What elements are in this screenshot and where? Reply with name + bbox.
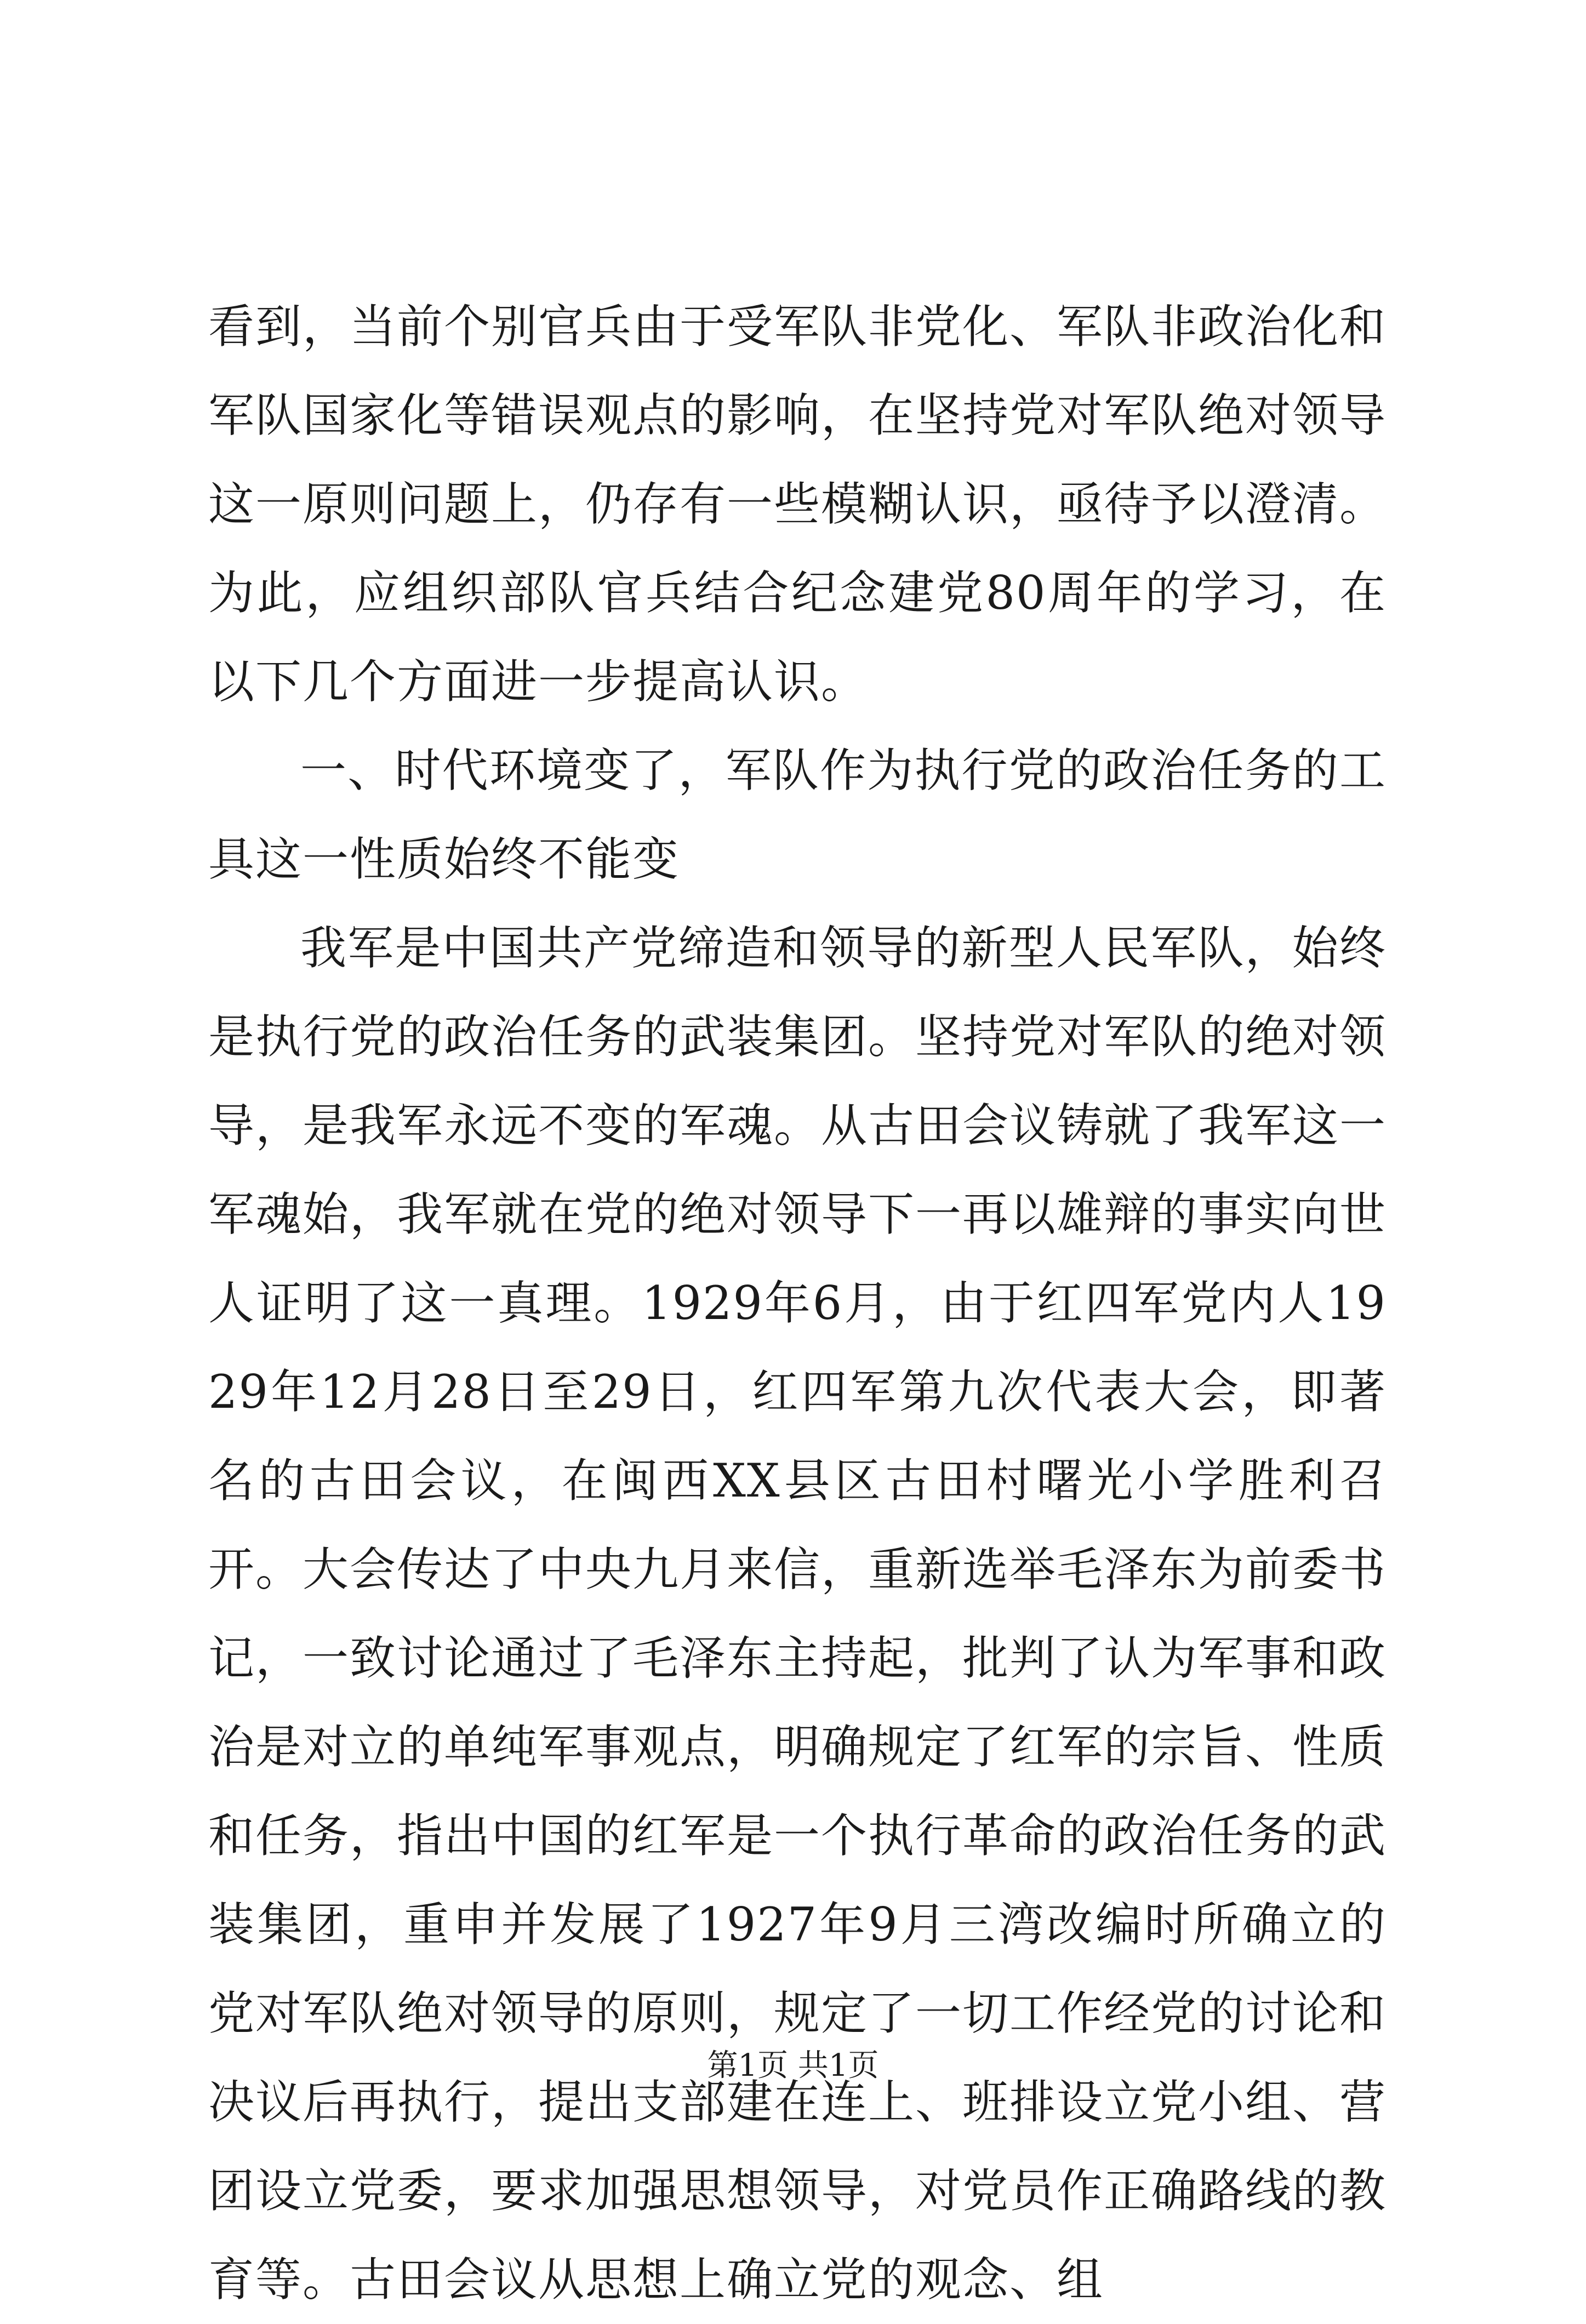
paragraph-continued: 看到，当前个别官兵由于受军队非党化、军队非政治化和军队国家化等错误观点的影响，在坚持党对军队绝对领导这一原则问题上，仍存有一些模糊认识，亟待予以澄清。为此，应组织部队官兵结合纪念建党80周年的学习，在以下几个方面进一步提高认识。 [208,300,1387,709]
page-footer: 第1页 共1页 [707,2048,879,2083]
section-heading: 一、时代环境变了，军队作为执行党的政治任务的工具这一性质始终不能变 [208,744,1387,886]
document-body [208,282,1387,2324]
paragraph-body: 我军是中国共产党缔造和领导的新型人民军队，始终是执行党的政治任务的武装集团。坚持党对军队的绝对领导，是我军永远不变的军魂。从古田会议铸就了我军这一军魂始，我军就在党的绝对领导下一再以雄辩的事实向世人证明了这一真理。1929年6月，由于红四军党内人1929年12月28日至29日，红四军第九次代表大会，即著名的古田会议，在闽西XX县区古田村曙光小学胜利召开。大会传达了中央九月来信，重新选举毛泽东为前委书记，一致讨论通过了毛泽东主持起，批判了认为军事和政治是对立的单纯军事观点，明确规定了红军的宗旨、性质和任务，指出中国的红军是一个执行革命的政治任务的武装集团，重申并发展了1927年9月三湾改编时所确立的党对军队绝对领导的原则，规定了一切工作经党的讨论和决议后再执行，提出支部建在连上、班排设立党小组、营团设立党委，要求加强思想领导，对党员作正确路线的教育等。古田会议从思想上确立党的观念、组 [208,921,1387,2306]
